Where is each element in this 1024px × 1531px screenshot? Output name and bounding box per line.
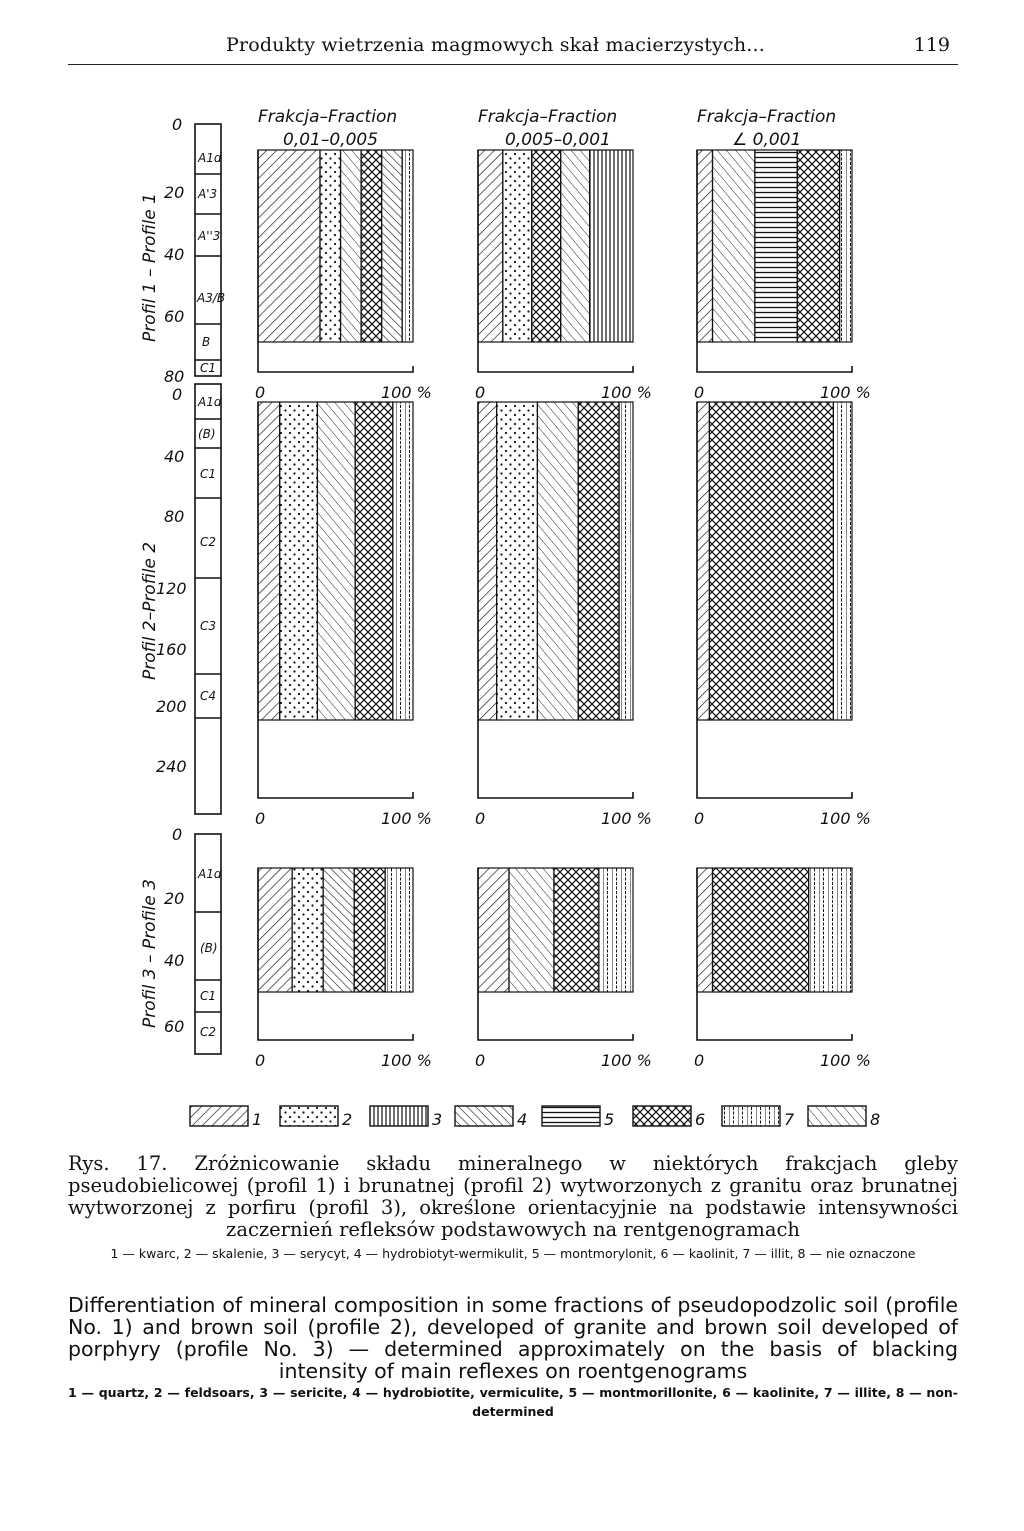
panel-profile-2-fraction-3 — [697, 402, 852, 798]
band-left — [697, 150, 713, 342]
band-left — [258, 150, 320, 342]
legend-swatch-1 — [190, 1106, 248, 1126]
p3-tick-40: 40 — [164, 951, 185, 970]
fraction-2-label: Frakcja–Fraction — [478, 107, 618, 127]
panel-profile-3-fraction-2 — [478, 868, 633, 1040]
p1-tick-0: 0 — [172, 115, 183, 134]
band-inner-3 — [355, 402, 393, 720]
axis-end-label: 100 % — [381, 383, 432, 402]
legend-english: 1 — quartz, 2 — feldsoars, 3 — sericite, 4 — hydrobiotite, vermiculite, 5 — montmorillonite, 6 — kaolinite, 7 — illite, 8 — non-determined — [68, 1385, 958, 1419]
band-right — [840, 150, 852, 342]
band-right — [809, 868, 852, 992]
band-right — [599, 868, 633, 992]
p1-horizon-2: A'3 — [198, 187, 218, 201]
profile-3-label: Profil 3 – Profile 3 — [140, 879, 160, 1028]
p2-tick-80: 80 — [164, 507, 185, 526]
axis-start-label: 0 — [694, 809, 705, 828]
band-inner-3 — [578, 402, 619, 720]
band-inner-1 — [280, 402, 318, 720]
p1-horizon-1: A1d — [198, 151, 222, 165]
band-inner-2 — [317, 402, 355, 720]
legend-swatch-5 — [542, 1106, 600, 1126]
band-inner-1 — [713, 150, 755, 342]
p1-tick-60: 60 — [164, 307, 185, 326]
legend-number-4: 4 — [517, 1110, 528, 1129]
caption-polish — [68, 1153, 958, 1241]
band-inner-3 — [354, 868, 385, 992]
depth-column-2 — [195, 384, 221, 814]
band-inner-3 — [561, 150, 590, 342]
axis-start-label: 0 — [694, 1051, 705, 1070]
p1-tick-80: 80 — [164, 367, 185, 386]
panel-profile-3-fraction-3 — [697, 868, 852, 1040]
band-inner-1 — [709, 402, 833, 720]
panel-profile-2-fraction-2 — [478, 402, 633, 798]
axis-end-label: 100 % — [601, 809, 652, 828]
depth-ticks — [156, 115, 187, 1036]
axis-end-label: 100 % — [601, 1051, 652, 1070]
band-inner-3 — [361, 150, 382, 342]
band-inner-1 — [509, 868, 554, 992]
p3-horizon-1: A1d — [198, 867, 222, 881]
p3-tick-20: 20 — [164, 889, 185, 908]
band-right — [393, 402, 413, 720]
fraction-headers — [258, 107, 836, 150]
p2-horizon-5: C3 — [200, 619, 217, 633]
page-number: 119 — [913, 34, 950, 56]
axis-start-label: 0 — [255, 383, 266, 402]
axis-end-label: 100 % — [820, 809, 871, 828]
band-inner-1 — [497, 402, 538, 720]
p2-tick-40: 40 — [164, 447, 185, 466]
legend-swatch-6 — [633, 1106, 691, 1126]
axis-start-label: 0 — [475, 383, 486, 402]
p1-horizon-4: A3/B — [197, 291, 226, 305]
p2-horizon-1: A1d — [198, 395, 222, 409]
mineral-composition-figure — [0, 80, 1024, 1140]
band-right — [402, 150, 413, 342]
legend-swatch-2 — [280, 1106, 338, 1126]
fraction-1-label: Frakcja–Fraction — [258, 107, 398, 127]
band-left — [258, 868, 292, 992]
band-inner-2 — [323, 868, 354, 992]
band-inner-2 — [755, 150, 797, 342]
band-left — [478, 402, 497, 720]
p1-horizon-6: C1 — [200, 361, 217, 375]
legend-swatch-3 — [370, 1106, 428, 1126]
legend-number-1: 1 — [252, 1110, 263, 1129]
p2-tick-200: 200 — [156, 697, 187, 716]
band-left — [478, 150, 503, 342]
axis-start-label: 0 — [255, 1051, 266, 1070]
p3-tick-60: 60 — [164, 1017, 185, 1036]
band-inner-2 — [537, 402, 578, 720]
legend-swatch-8 — [808, 1106, 866, 1126]
band-left — [697, 402, 709, 720]
band-right — [619, 402, 633, 720]
fraction-3-label: Frakcja–Fraction — [697, 107, 837, 127]
panel-profile-1-fraction-3 — [697, 150, 852, 372]
axis-end-label: 100 % — [601, 383, 652, 402]
profile-2-label: Profil 2–Profile 2 — [140, 541, 160, 680]
band-right — [590, 150, 633, 342]
band-inner-2 — [554, 868, 599, 992]
legend-swatch-4 — [455, 1106, 513, 1126]
panel-profile-2-fraction-1 — [258, 402, 413, 798]
figure-number: Rys. 17. — [68, 1152, 168, 1175]
band-inner-2 — [532, 150, 561, 342]
depth-columns — [195, 124, 221, 1054]
band-left — [697, 868, 713, 992]
band-inner-1 — [320, 150, 341, 342]
p3-tick-0: 0 — [172, 825, 183, 844]
caption-polish-text: Zróżnicowanie składu mineralnego w niektórych frakcjach gleby pseudobielicowej (profil 1) i brunatnej (profil 2) wytworzonych z granitu oraz brunatnej wytworzonej z porfiru (profil 3), określone orientacyjnie na podstawie intensywności zaczernień refleksów podstawowych na rentgenogramach — [68, 1152, 958, 1241]
axis-start-label: 0 — [255, 809, 266, 828]
band-inner-3 — [797, 150, 839, 342]
caption-english: Differentiation of mineral composition in some fractions of pseudopodzolic soil (profile No. 1) and brown soil (profile 2), developed of granite and brown soil developed of porphyry (profile No. 3) — determined approximately on the basis of blacking intensity of main reflexes on roentgenograms — [68, 1293, 958, 1383]
p3-horizon-3: C1 — [200, 989, 217, 1003]
p1-tick-20: 20 — [164, 183, 185, 202]
legend-number-7: 7 — [784, 1110, 795, 1129]
legend-polish: 1 — kwarc, 2 — skalenie, 3 — serycyt, 4 — hydrobiotyt-wermikulit, 5 — montmorylonit, 6 — kaolinit, 7 — illit, 8 — nie oznaczone — [110, 1246, 916, 1261]
legend-number-6: 6 — [695, 1110, 706, 1129]
p3-horizon-4: C2 — [200, 1025, 217, 1039]
legend-swatch-7 — [722, 1106, 780, 1126]
p1-tick-40: 40 — [164, 245, 185, 264]
composition-panels — [258, 150, 852, 1040]
axis-end-label: 100 % — [381, 1051, 432, 1070]
fraction-3-range: ∠ 0,001 — [732, 130, 802, 150]
p2-tick-240: 240 — [156, 757, 187, 776]
legend-number-3: 3 — [432, 1110, 443, 1129]
band-inner-1 — [503, 150, 532, 342]
band-right — [833, 402, 852, 720]
p1-horizon-3: A''3 — [198, 229, 221, 243]
p2-tick-160: 160 — [156, 640, 187, 659]
axis-start-label: 0 — [475, 809, 486, 828]
p2-tick-120: 120 — [156, 579, 187, 598]
axis-end-label: 100 % — [820, 1051, 871, 1070]
axis-end-label: 100 % — [381, 809, 432, 828]
running-title: Produkty wietrzenia magmowych skał macierzystych... — [226, 34, 765, 56]
band-inner-1 — [292, 868, 323, 992]
axis-start-label: 0 — [475, 1051, 486, 1070]
profile-1-label: Profil 1 – Profile 1 — [140, 193, 160, 342]
p3-horizon-2: (B) — [200, 941, 218, 955]
band-inner-1 — [713, 868, 809, 992]
page-header — [68, 34, 958, 65]
legend-number-2: 2 — [342, 1110, 353, 1129]
fraction-2-range: 0,005–0,001 — [505, 130, 611, 150]
p2-horizon-4: C2 — [200, 535, 217, 549]
axis-start-label: 0 — [694, 383, 705, 402]
panel-profile-1-fraction-1 — [258, 150, 413, 372]
p2-tick-0: 0 — [172, 385, 183, 404]
legend-number-8: 8 — [870, 1110, 881, 1129]
band-right — [385, 868, 413, 992]
p1-horizon-5: B — [202, 335, 211, 349]
panel-profile-3-fraction-1 — [258, 868, 413, 1040]
panel-profile-1-fraction-2 — [478, 150, 633, 372]
band-inner-2 — [341, 150, 362, 342]
band-left — [258, 402, 280, 720]
p2-horizon-6: C4 — [200, 689, 217, 703]
p2-horizon-3: C1 — [200, 467, 217, 481]
pattern-legend — [190, 1106, 880, 1129]
axis-end-label: 100 % — [820, 383, 871, 402]
legend-number-5: 5 — [604, 1110, 615, 1129]
band-inner-4 — [382, 150, 403, 342]
profile-labels — [140, 193, 160, 1028]
p2-horizon-2: (B) — [198, 427, 216, 441]
band-left — [478, 868, 509, 992]
fraction-1-range: 0,01–0,005 — [283, 130, 379, 150]
